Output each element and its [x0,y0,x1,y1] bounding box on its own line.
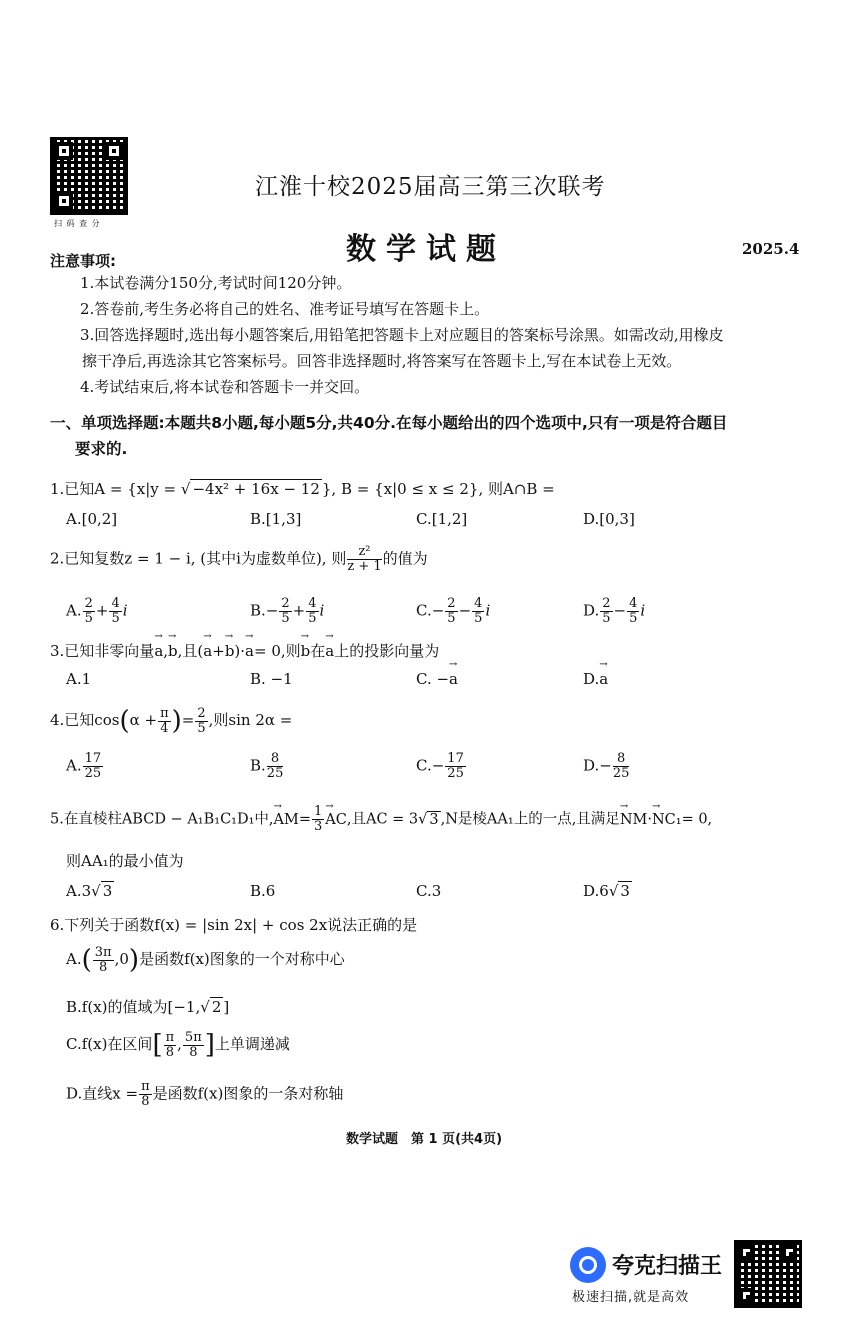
q1-option-a: A.[0,2] [66,510,118,528]
subject-title: 数学试题 [346,232,506,267]
notice-item: 3.回答选择题时,选出每小题答案后,用铅笔把答题卡上对应题目的答案标号涂黑。如需改动,用橡皮 [80,326,724,344]
q3-option-a: A.1 [66,670,92,688]
section-heading [50,410,830,462]
q1-option-c: C.[1,2] [416,510,468,528]
q2-option-b: B.− $\frac{2}{5}$ + $\frac{4}{5}$ i [250,596,325,626]
notice-item: 1.本试卷满分150分,考试时间120分钟。 [80,274,352,292]
notice-heading: 注意事项: [50,252,116,270]
q4-option-c: C.− $\frac{17}{25}$ [416,751,464,781]
qr-caption: 扫 码 查 分 [54,219,101,228]
watermark-slogan: 极速扫描,就是高效 [572,1290,690,1305]
watermark-brand: 夸克扫描王 [612,1254,723,1279]
q5-stem-line2: 则AA₁的最小值为 [66,852,184,870]
q1-radicand: −4x² + 16x − 12 [192,480,320,498]
quark-logo-icon [570,1247,606,1283]
q3-option-d: D.→ a [583,670,608,688]
q2-stem-post: 的值为 [382,549,428,568]
exam-date: 2025.4 [742,240,800,258]
q1-stem-pre: 1.已知A = {x|y = [50,480,181,498]
q6-option-c: C.f(x)在区间[ $\frac{\pi}{8}$ , $\frac{5\pi}{8}$ ]上单调递减 [66,1029,290,1060]
notice-list [80,270,840,400]
notice-item: 2.答卷前,考生务必将自己的姓名、准考证号填写在答题卡上。 [80,300,490,318]
q6-option-b: B.f(x)的值域为[−1,√ 2 ] [66,998,230,1016]
q4-option-d: D.− $\frac{8}{25}$ [583,751,630,781]
q6-option-d: D.直线x = $\frac{\pi}{8}$ 是函数f(x)图象的一条对称轴 [66,1079,344,1109]
section-heading-line: 一、单项选择题:本题共8小题,每小题5分,共40分.在每小题给出的四个选项中,只有一项是符合题目 [50,414,728,432]
q1-option-b: B.[1,3] [250,510,302,528]
q5-option-a: A.3√ 3 [66,882,113,900]
question-3: 3.已知非零向量→ a,→ b,且(→ a+→ b)·→ a= 0,则→ b在→ a上的投影向量为 [50,640,439,661]
q4-option-a: A. $\frac{17}{25}$ [66,751,102,781]
question-2 [50,545,428,574]
q2-stem-pre: 2.已知复数z = 1 − i, (其中i为虚数单位), 则 [50,549,347,568]
section-heading-line: 要求的. [75,440,128,458]
exam-title: 江淮十校2025届高三第三次联考 [255,174,606,200]
notice-item: 4.考试结束后,将本试卷和答题卡一并交回。 [80,378,370,396]
q2-option-a: A. $\frac{2}{5}$ + $\frac{4}{5}$ i [66,596,128,626]
q2-fraction: $\frac{\text{z²}}{z + 1}$ [347,544,382,574]
q2-option-c: C.− $\frac{2}{5}$ − $\frac{4}{5}$ i [416,596,491,626]
q4-option-b: B. $\frac{8}{25}$ [250,751,284,781]
q3-option-b: B. −1 [250,670,293,688]
q5-option-c: C.3 [416,882,442,900]
q6-option-a: A.( $\frac{3\pi}{8}$ ,0)是函数f(x)图象的一个对称中心 [66,944,345,975]
question-4: 4.已知cos(α + $\frac{\pi}{4}$ )= $\frac{2}{5}$ ,则sin 2α = [50,705,293,736]
qr-code-watermark [734,1240,802,1308]
q1-option-d: D.[0,3] [583,510,635,528]
qr-code-top [50,137,128,215]
notice-item: 擦干净后,再选涂其它答案标号。回答非选择题时,将答案写在答题卡上,写在本试卷上无效。 [82,352,682,370]
q5-option-b: B.6 [250,882,276,900]
q2-option-d: D. $\frac{2}{5}$ − $\frac{4}{5}$ i [583,596,646,626]
question-6: 6.下列关于函数f(x) = |sin 2x| + cos 2x说法正确的是 [50,916,418,934]
q3-option-c: C. −→ a [416,670,458,688]
q1-stem-post: }, B = {x|0 ≤ x ≤ 2}, 则A∩B = [321,480,555,498]
question-5: 5.在直棱柱ABCD − A₁B₁C₁D₁中,→ AM= $\frac{1}{3}$ → AC,且AC = 3√ 3 ,N是棱AA₁上的一点,且满足→ NM·→ NC₁= 0, [50,805,712,834]
question-1: 1.已知A = {x|y = √ −4x² + 16x − 12 }, B = {x|0 ≤ x ≤ 2}, 则A∩B = [50,480,555,498]
q5-option-d: D.6√ 3 [583,882,630,900]
page-footer: 数学试题 第 1 页(共4页) [346,1132,503,1147]
